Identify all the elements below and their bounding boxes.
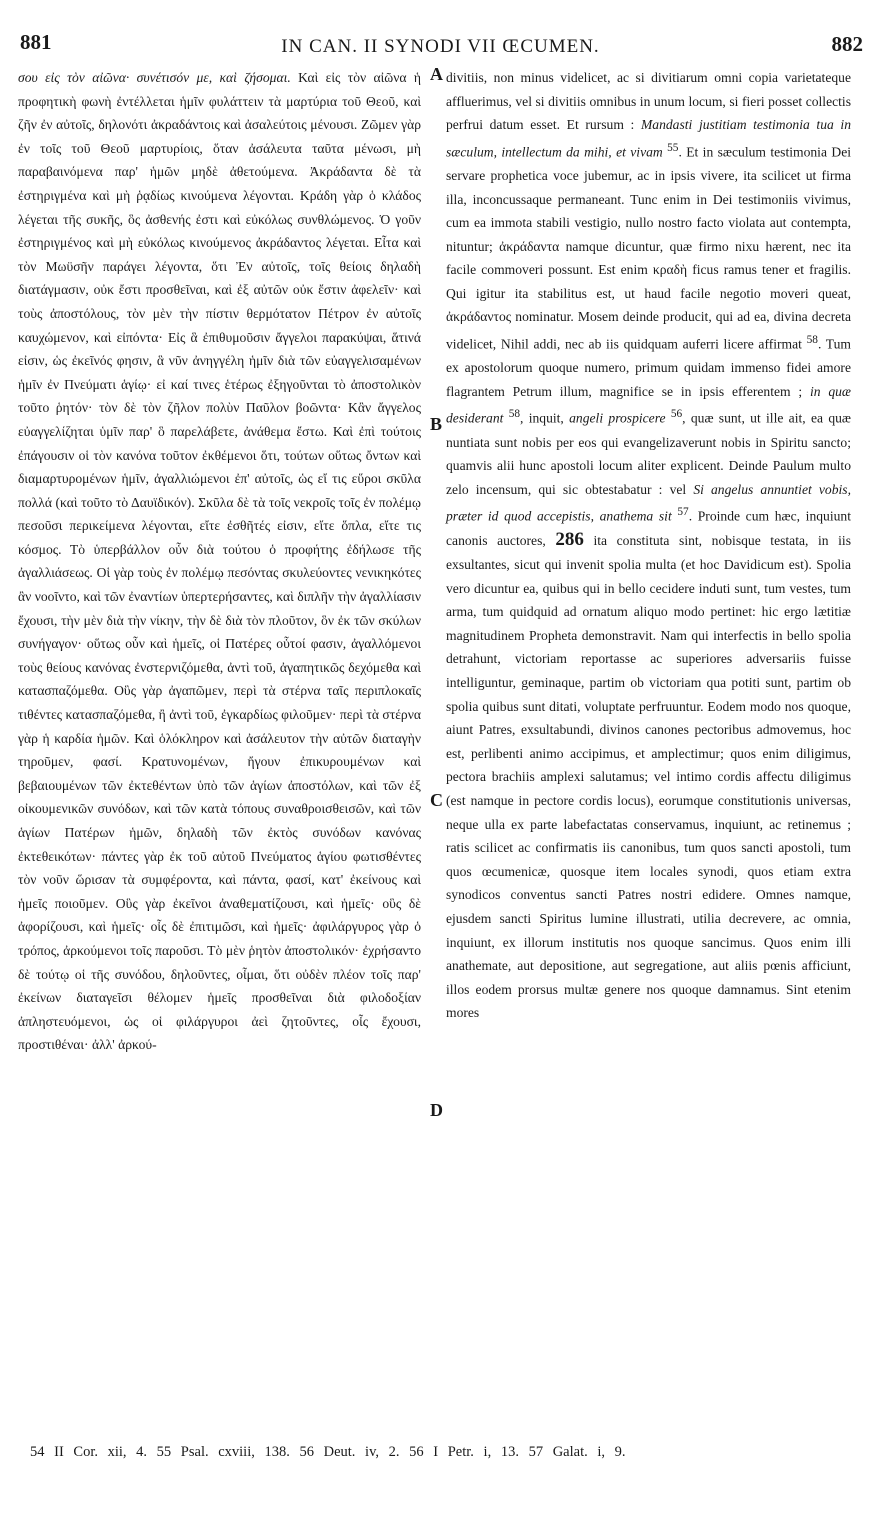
latin-quote-3: angeli prospicere xyxy=(569,410,666,426)
greek-opening-line: σου εἰς τὸν αἰῶνα· συνέτισόν με, καὶ ζήσομαι. xyxy=(18,70,291,85)
running-title: IN CAN. II SYNODI VII ŒCUMEN. xyxy=(281,36,600,57)
greek-column xyxy=(18,66,421,1057)
latin-text-7: ita constituta sint, nobisque testata, in iis exsultantes, sicut qui invenit spolia multa (et hoc Davidicum est). Spolia vero dicuntur ea, quibus qui in bello cecidere induti sunt, tum vestes, tum arma, tum quidquid ad ornatum aliquo modo pertinet: hic ergo lætitiæ magnitudinem Propheta demonstravit. Nam qui interfectis in bello spolia detrahunt, victoriam reportasse ac superiores adversariis fuisse intelliguntur, geminaque, partim ob victoriam qua potiti sunt, partim ob spolia quibus sunt ditati, voluptate perfruuntur. Eodem modo nos quoque, aiunt Patres, exsultabundi, divinos canones pectoribus admovemus, hoc est, perlibenti animo accipimus, et amplectimur; quos enim diligimus, pectora brachiis amplexi salutamus; vel intimo cordis affectu diligimus (est namque in pectore cordis locus), eorumque constitutionis universas, neque ulla ex parte labefactatas conservamus, inquiunt, ac retinemus ; ratis scilicet ac confirmatis iis canonibus, tum quos sancti apostoli, tum quos œcumenicæ, quosque item locales synodi, quos etiam extra synodicos conventus sancti Patres nostri edidere. Omnes namque, ejusdem sancti Spiritus lumine illustrati, utilia decrevere, ac omnia, inquiunt, ex illorum institutis nos quoque sancimus. Quos enim illi anathemate, aut depositione, aut segregatione, aut aliis pœnis afficiunt, illos eodem prorsus multæ genere nos quoque damnamus. Sint etenim mores xyxy=(446,533,851,1021)
footnote-ref-5: 57 xyxy=(677,506,689,519)
footnote-ref-2: 58 xyxy=(806,334,818,347)
footnote: 57 Galat. i, 9. xyxy=(528,1444,626,1460)
footnotes xyxy=(30,1444,860,1461)
latin-text-4: , inquit, xyxy=(520,410,564,426)
latin-text-1: divitiis, non minus videlicet, ac si divitiarum omni copia varietateque affluerimus, vel si divitiis omnibus in unum locum, si fieri posset collectis perfrui datum esset. Et rursum : xyxy=(446,70,851,133)
page-header xyxy=(18,30,863,60)
latin-quote-2: in quæ desiderant xyxy=(446,383,851,426)
margin-letter-c: C xyxy=(430,790,443,810)
margin-letter-a: A xyxy=(430,64,443,84)
footnote: 56 I Petr. i, 13. xyxy=(409,1444,519,1460)
footnote: 55 Psal. cxviii, 138. xyxy=(156,1444,290,1460)
left-page-number: 881 xyxy=(20,30,52,54)
inline-page-number: 286 xyxy=(555,529,584,551)
greek-body-text: Καὶ εἰς τὸν αἰῶνα ἡ προφητικὴ φωνὴ ἐντέλλεται ἡμῖν φυλάττειν τὰ μαρτύρια τοῦ Θεοῦ, καὶ ζῆν ἐν αὐτοῖς, δηλονότι ἀκραδάντοις καὶ ἀσαλεύτοις μένουσι. Ζῶμεν γὰρ ἐν τοῖς τοῦ Θεοῦ μαρτυρίοις, ὅταν ἀσάλευτα ταῦτα μένωσι, μὴ παραβαινόμενα παρ' ἡμῶν μηδὲ ἀθετούμενα. Ἀκράδαντα δὲ τὰ ἐστηριγμένα καὶ μὴ ῥᾳδίως κινούμενα λέγονται. Κράδη γὰρ ὁ κλάδος λέγεται τῆς συκῆς, ὃς ἀσθενής ἐστι καὶ εὐκόλως συνθλώμενος. Ὁ γοῦν ἐστηριγμένος καὶ μὴ εὐκόλως κινούμενος ἀκράδαντος λέγεται. Εἶτα καὶ τὸν Μωϋσῆν παράγει λέγοντα, ὅτι Ἐν αὐτοῖς, τοῖς θείοις δηλαδὴ διατάγμασιν, οὐκ ἔστι προσθεῖναι, καὶ ἐξ αὐτῶν οὐκ ἔστιν ἀφελεῖν· καὶ τοὺς ἀποστόλους, τὸν μὲν τὴν πίστιν θερμότατον Πέτρον ἐν αὐτοῖς καυχώμενον, καὶ εἰπόντα· Εἰς ἃ ἐπιθυμοῦσιν ἄγγελοι παρακύψαι, ἅτινά εἰσιν, ὡς ἐκεῖνός φησιν, ἃ νῦν ἀνηγγέλη ἡμῖν διὰ τῶν εὐαγγελισαμένων ἡμῖν ἐν Πνεύματι ἁγίῳ· εἰ καί τινες ἑτέρως ἐξηγοῦνται τὸ ἀποστολικὸν τοῦτο ῥητόν· τὸν δὲ τὸν ζῆλον πολὺν Παῦλον βοῶντα· Κἂν ἄγγελος εὐαγγελίζηται ὑμῖν παρ' ὃ παρελάβετε, ἀνάθεμα ἔστω. Καὶ ἐπὶ τούτοις ἐπάγουσιν οἱ τὸν κανόνα τοῦτον ἐκθέμενοι ὅτι, τούτων οὕτως ὄντων καὶ διαμαρτυρομένων ἡμῖν, ἀγαλλιώμενοι ἐπ' αὐτοῖς, ὡς εἴ τις εὕροι σκῦλα πολλά (καὶ τοῦτο τὸ Δαυϊδικόν). Σκῦλα δὲ τὰ τοῖς νεκροῖς τοῖς ἐν πολέμῳ πεσοῦσι περικείμενα λέγονται, εἴτε ἐσθῆτές εἰσιν, εἴτε ὅπλα, εἴτε τις κόσμος. Τὸ ὑπερβάλλον οὖν διὰ τούτου ὁ προφήτης ἐδήλωσε τῆς ἀγαλλιάσεως. Οἱ γὰρ τοὺς ἐν πολέμῳ πεσόντας σκυλεύοντες νενικηκότες ἂν νοοῖντο, καὶ τῶν ἐναντίων ὑπερτερήσαντες, καὶ διπλῆν τὴν ἀγαλλίασιν ἔχουσι, τὴν μὲν διὰ τὴν νίκην, τὴν δὲ διὰ τὸν πλοῦτον, ὃν ἐκ τῶν σκύλων συνήγαγον· οὕτως οὖν καὶ ἡμεῖς, οἱ Πατέρες οὗτοί φασιν, ἀγαλλόμενοι τοὺς θείους κανόνας ἐνστερνιζόμεθα, ἀντὶ τοῦ, ἀγαπητικῶς δεχόμεθα καὶ κατασπαζόμεθα. Οὓς γὰρ ἀγαπῶμεν, περὶ τὰ στέρνα ταῖς περιπλοκαῖς τιθέντες κατασπαζόμεθα, ἢ ἀντὶ τοῦ, ἐγκαρδίως φιλοῦμεν· περὶ τὰ στέρνα γὰρ ἡ καρδία ἡμῶν. Καὶ ὁλόκληρον καὶ ἀσάλευτον τὴν αὐτῶν διαταγὴν τηροῦμεν, φασί. Κρατυνομένων, ἤγουν ἐπικυρουμένων καὶ βεβαιουμένων τῶν ἐκτεθέντων ὑπὸ τῶν ἁγίων ἀποστόλων, καὶ τῶν ἐξ οἰκουμενικῶν συνόδων, καὶ τῶν κατὰ τόπους συναθροισθεισῶν, καὶ τῶν ἁγίων Πατέρων ἡμῶν, δηλαδὴ τῶν ἐκτὸς συνόδων κανόνας ἐκτεθεικότων· πάντες γὰρ ἐκ τοῦ αὐτοῦ Πνεύματος ἁγίου φωτισθέντες τὸν νοῦν ὥρισαν τὰ συμφέροντα, καὶ πάντα, φασί, κατ' ἐκείνους καὶ ἡμεῖς ποιοῦμεν. Οὓς γὰρ ἐκεῖνοι ἀναθεματίζουσι, καὶ ἡμεῖς· οὓς δὲ ἀφορίζουσι, καὶ ἡμεῖς· οἷς δὲ ἐπιτιμῶσι, καὶ ἡμεῖς· ἀφιλάργυρος γὰρ ὁ τρόπος, ἀρκούμενοι τοῖς παροῦσι. Τὸ μὲν ῥητὸν ἀποστολικόν· ἐχρήσαντο δὲ τούτῳ οἱ τῆς συνόδου, δηλοῦντες, οἶμαι, ὅτι οὐδὲν πλέον τοῖς παρ' ἐκείνων διαταγεῖσι θέλομεν ἡμεῖς προσθεῖναι διὰ φιλοδοξίαν ἀπληστευόμενοι, ὡς οἱ φιλάργυροι ἀεὶ ζητοῦντες, οἷς ἔχουσι, προστιθέναι· ἀλλ' ἀρκού- xyxy=(18,70,421,1053)
right-page-number: 882 xyxy=(831,32,863,56)
footnote-ref-4: 56 xyxy=(670,408,683,421)
margin-letter-d: D xyxy=(430,1100,443,1120)
footnote: 56 Deut. iv, 2. xyxy=(299,1444,400,1460)
latin-text-3: . Tum ex apostolorum quoque numero, primum quidam immenso fidei amore flagrantem Petrum illum, magnifice se in ipsis efferentem ; xyxy=(446,336,852,399)
column-gutter xyxy=(432,66,433,1426)
latin-text-5: , quæ sunt, ut ille ait, ea quæ nuntiata sunt nobis per eos qui evangelizaverunt nobis in Spiritu sancto; quamvis alii hunc apostoli locum aliter explicent. Deinde Paulum multo zelo incensum, qui sic obtestabatur : vel xyxy=(446,410,851,497)
latin-column xyxy=(446,66,851,1025)
footnote-ref-3: 58 xyxy=(508,408,521,421)
footnote: 54 II Cor. xii, 4. xyxy=(30,1444,148,1460)
latin-text-2: . Et in sæculum testimonia Dei servare prophetica voce jubemur, ac in ipsis vivere, ita scilicet ut firma illa, inconcussaque permaneant. Tunc enim in Dei testimoniis vivimus, cum ea immota stabili vestigio, nullo nostro facto violata aut contempta, nituntur; ἀκράδαντα namque dicuntur, quæ firmo nixu hærent, nec ita facile commoveri possunt. Est enim κραδὴ ficus ramus tener et fragilis. Qui igitur ita stabilitus est, ut haud facile negotio moveri queat, ἀκράδαντος nominatur. Mosem deinde producit, qui ad ea, divina decreta videlicet, Nihil addi, nec ab iis quidquam auferri licere affirmat xyxy=(446,144,851,352)
latin-quote-1: Mandasti justitiam testimonia tua in sæculum, intellectum da mihi, et vivam xyxy=(446,117,851,160)
latin-quote-4: Si angelus annuntiet vobis, præter id quod accepistis, anathema sit xyxy=(446,481,851,524)
margin-letter-b: B xyxy=(430,414,443,434)
latin-text-6: . Proinde cum hæc, inquiunt canonis auctores, xyxy=(446,508,851,549)
footnote-ref-1: 55 xyxy=(667,141,679,154)
